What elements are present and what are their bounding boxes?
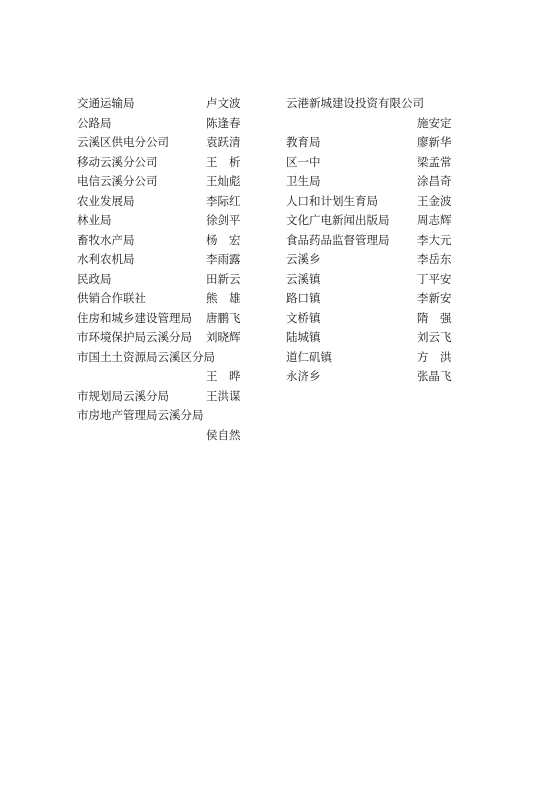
org-left: 住房和城乡建设管理局: [77, 310, 192, 325]
org-right: 卫生局: [286, 174, 321, 188]
org-left: 移动云溪分公司: [77, 154, 158, 169]
person-left: 袁跃清: [206, 135, 241, 149]
org-left: 畜牧水产局: [77, 232, 135, 247]
org-left: 交通运输局: [77, 96, 135, 110]
person-left: 王洪谋: [206, 388, 241, 403]
org-right: 云溪镇: [286, 271, 321, 286]
person-left: 田新云: [206, 271, 241, 286]
org-right: 区一中: [286, 154, 321, 169]
org-right: 永济乡: [286, 369, 321, 383]
org-right: 食品药品监督管理局: [286, 232, 390, 247]
person-right: 李大元: [417, 232, 452, 247]
person-right: 廖新华: [417, 135, 452, 149]
org-right: 云港新城建设投资有限公司: [286, 96, 424, 110]
person-left: 刘晓辉: [206, 330, 241, 344]
person-left: 侯自然: [206, 427, 241, 442]
person-left: 徐剑平: [206, 213, 241, 227]
org-left: 公路局: [77, 115, 112, 130]
org-right: 人口和计划生育局: [286, 193, 378, 208]
person-left: 陈逢春: [206, 115, 241, 130]
person-left: 熊 雄: [206, 291, 241, 305]
org-left: 市规划局云溪分局: [77, 388, 169, 403]
org-left: 云溪区供电分公司: [77, 135, 169, 149]
person-left: 李际红: [206, 193, 241, 208]
person-right: 李岳东: [417, 252, 452, 266]
org-left: 农业发展局: [77, 193, 135, 208]
person-right: 刘云飞: [417, 330, 452, 344]
org-left: 市环境保护局云溪分局: [77, 330, 192, 344]
org-right: 路口镇: [286, 291, 321, 305]
person-right: 隋 强: [417, 310, 452, 325]
org-left: 水利农机局: [77, 252, 135, 266]
person-left: 王 晔: [206, 369, 241, 383]
org-right: 云溪乡: [286, 252, 321, 266]
org-left: 林业局: [77, 213, 112, 227]
person-left: 卢文波: [206, 96, 241, 110]
person-left: 杨 宏: [206, 232, 241, 247]
person-left: 王灿彪: [206, 174, 241, 188]
person-left: 王 析: [206, 154, 241, 169]
person-right: 李新安: [417, 291, 452, 305]
person-right: 王金波: [417, 193, 452, 208]
person-right: 张晶飞: [417, 369, 452, 383]
org-left: 供销合作联社: [77, 291, 146, 305]
org-left: 民政局: [77, 271, 112, 286]
person-left: 李雨露: [206, 252, 241, 266]
person-right: 丁平安: [417, 271, 452, 286]
org-right: 文桥镇: [286, 310, 321, 325]
org-left: 市国土土资源局云溪区分局: [77, 349, 215, 364]
person-left: 唐鹏飞: [206, 310, 241, 325]
person-right: 涂昌奇: [417, 174, 452, 188]
org-right: 文化广电新闻出版局: [286, 213, 390, 227]
person-right: 周志辉: [417, 213, 452, 227]
org-right: 教育局: [286, 135, 321, 149]
person-right: 方 洪: [417, 349, 452, 364]
person-right: 施安定: [417, 115, 452, 130]
org-right: 道仁矶镇: [286, 349, 332, 364]
org-left: 市房地产管理局云溪分局: [77, 408, 204, 422]
org-left: 电信云溪分公司: [77, 174, 158, 188]
person-right: 梁孟常: [417, 154, 452, 169]
org-right: 陆城镇: [286, 330, 321, 344]
